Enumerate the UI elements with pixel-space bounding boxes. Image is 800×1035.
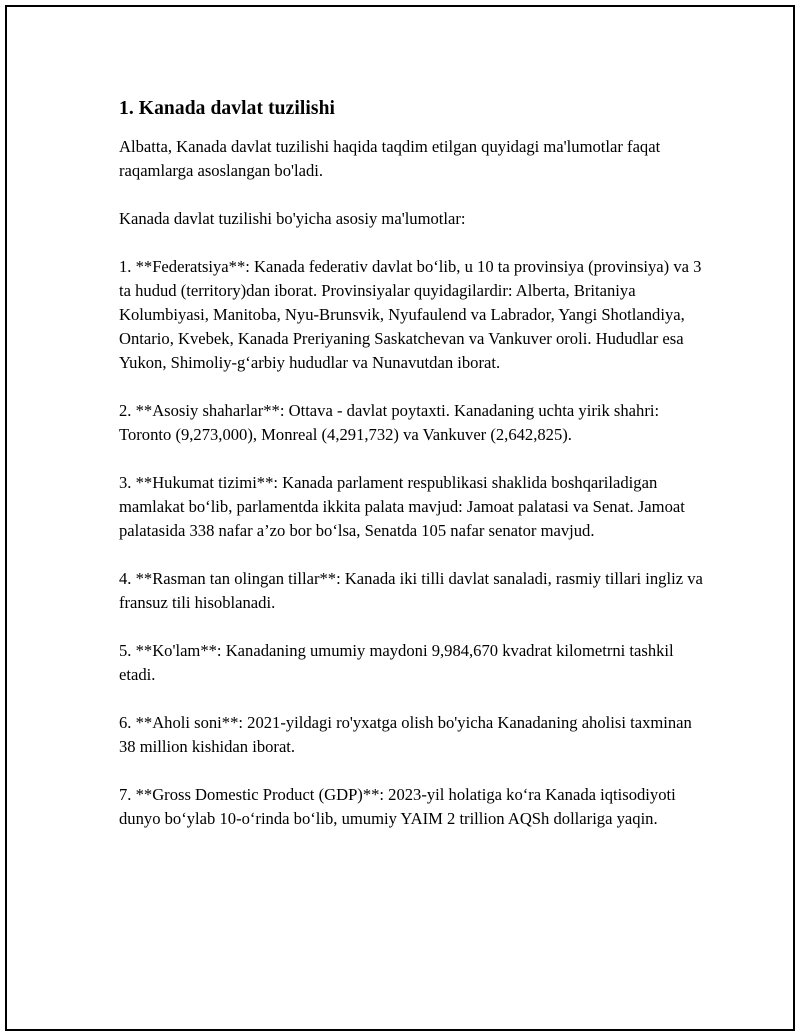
list-item-area: 5. **Ko'lam**: Kanadaning umumiy maydoni 9,984,670 kvadrat kilometrni tashkil etadi. xyxy=(119,641,674,684)
document-heading: 1. Kanada davlat tuzilishi xyxy=(119,98,336,119)
list-item-main-cities: 2. **Asosiy shaharlar**: Ottava - davlat poytaxti. Kanadaning uchta yirik shahri: Toronto (9,273,000), Monreal (4,291,732) va Vankuver (2,642,825). xyxy=(119,401,660,444)
list-item-gdp: 7. **Gross Domestic Product (GDP)**: 2023-yil holatiga koʻra Kanada iqtisodiyoti dunyo boʻylab 10-oʻrinda boʻlib, umumiy YAIM 2 trillion AQSh dollariga yaqin. xyxy=(119,785,676,828)
list-item-population: 6. **Aholi soni**: 2021-yildagi ro'yxatga olish bo'yicha Kanadaning aholisi taxminan 38 million kishidan iborat. xyxy=(119,713,692,756)
intro-paragraph: Albatta, Kanada davlat tuzilishi haqida taqdim etilgan quyidagi ma'lumotlar faqat raqamlarga asoslangan bo'ladi. xyxy=(119,137,661,180)
list-item-official-languages: 4. **Rasman tan olingan tillar**: Kanada iki tilli davlat sanaladi, rasmiy tillari ingliz va fransuz tili hisoblanadi. xyxy=(119,569,703,612)
document-body xyxy=(119,97,709,855)
list-item-federation: 1. **Federatsiya**: Kanada federativ davlat boʻlib, u 10 ta provinsiya (provinsiya) va 3 ta hudud (territory)dan iborat. Provinsiyalar quyidagilardir: Alberta, Britaniya Kolumbiyasi, Manitoba, Nyu-Brunsvik, Nyufaulend va Labrador, Yangi Shotlandiya, Ontario, Kvebek, Kanada Preriyaning Saskatchevan va Vankuver oroli. Hududlar esa Yukon, Shimoliy-gʻarbiy hududlar va Nunavutdan iborat. xyxy=(119,257,702,372)
summary-lead-paragraph: Kanada davlat tuzilishi bo'yicha asosiy ma'lumotlar: xyxy=(119,209,466,228)
list-item-government-system: 3. **Hukumat tizimi**: Kanada parlament respublikasi shaklida boshqariladigan mamlakat boʻlib, parlamentda ikkita palata mavjud: Jamoat palatasi va Senat. Jamoat palatasida 338 nafar a’zo bor boʻlsa, Senatda 105 nafar senator mavjud. xyxy=(119,473,685,540)
page-frame xyxy=(5,5,795,1031)
